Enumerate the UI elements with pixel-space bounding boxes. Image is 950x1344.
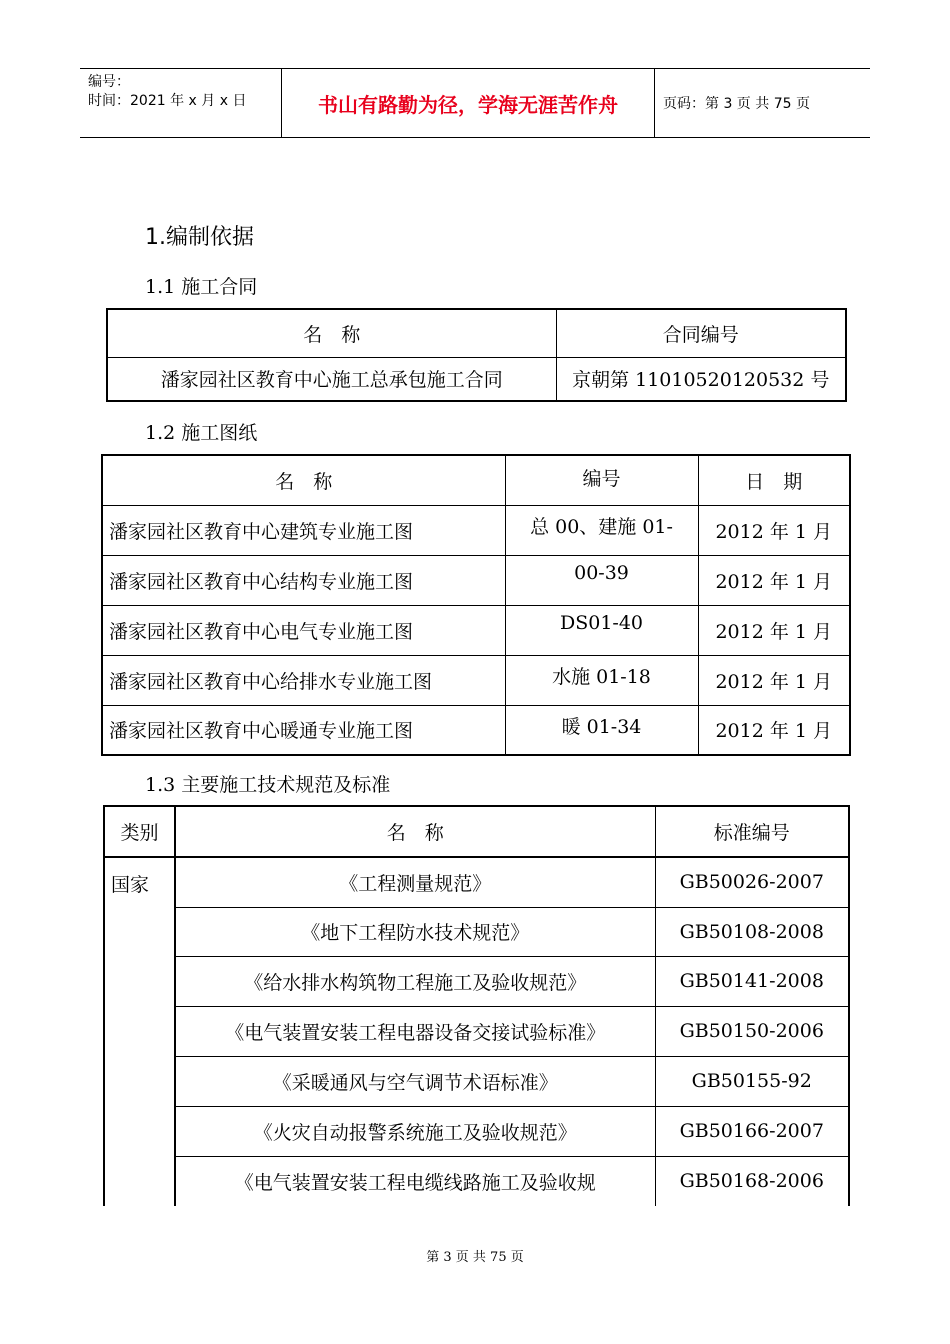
cell-number: 水施 01-18: [505, 655, 698, 705]
cell-name: 《电气装置安装工程电器设备交接试验标准》: [175, 1006, 655, 1056]
header-time-label: 时间：2021 年 x 月 x 日: [88, 93, 247, 109]
cell-name: 潘家园社区教育中心施工总承包施工合同: [107, 357, 556, 401]
cell-name: 潘家园社区教育中心给排水专业施工图: [102, 655, 505, 705]
col-header-number: 标准编号: [655, 806, 849, 857]
cell-name: 《火灾自动报警系统施工及验收规范》: [175, 1106, 655, 1156]
cell-category: 国家: [104, 857, 175, 1206]
cell-number: 00-39: [505, 555, 698, 605]
cell-name: 《电气装置安装工程电缆线路施工及验收规: [175, 1156, 655, 1206]
cell-date: 2012 年 1 月: [698, 655, 850, 705]
col-header-name: 名 称: [107, 309, 556, 357]
table-row: [102, 655, 850, 705]
cell-number: GB50168-2006: [655, 1156, 849, 1206]
cell-name: 潘家园社区教育中心建筑专业施工图: [102, 505, 505, 555]
header-page-info: 页码：第 3 页 共 75 页: [663, 96, 810, 112]
table-header-row: [104, 806, 849, 857]
table-row: [104, 1156, 849, 1206]
standards-table: [103, 805, 850, 1206]
drawings-table: [101, 454, 851, 756]
section-title: 1.编制依据: [145, 225, 254, 250]
cell-name: 《给水排水构筑物工程施工及验收规范》: [175, 956, 655, 1006]
header-divider: [654, 69, 655, 137]
cell-number: 总 00、建施 01-: [505, 505, 698, 555]
table-row: [104, 907, 849, 956]
standards-heading: 1.3 主要施工技术规范及标准: [145, 774, 391, 796]
table-row: [102, 555, 850, 605]
cell-number: GB50155-92: [655, 1056, 849, 1106]
col-header-name: 名 称: [175, 806, 655, 857]
cell-name: 潘家园社区教育中心暖通专业施工图: [102, 705, 505, 755]
cell-date: 2012 年 1 月: [698, 555, 850, 605]
page-footer: 第 3 页 共 75 页: [426, 1250, 524, 1265]
table-row: [107, 357, 846, 401]
cell-name: 潘家园社区教育中心结构专业施工图: [102, 555, 505, 605]
contract-table: [106, 308, 847, 402]
header-motto: 书山有路勤为径，学海无涯苦作舟: [318, 92, 618, 117]
page-header: [80, 68, 870, 138]
cell-number: DS01-40: [505, 605, 698, 655]
drawings-heading: 1.2 施工图纸: [145, 422, 258, 444]
cell-number: 京朝第 11010520120532 号: [556, 357, 846, 401]
col-header-category: 类别: [104, 806, 175, 857]
table-row: [104, 1056, 849, 1106]
table-header-row: [107, 309, 846, 357]
table-row: [102, 605, 850, 655]
col-header-name: 名 称: [102, 455, 505, 505]
cell-name: 《采暖通风与空气调节术语标准》: [175, 1056, 655, 1106]
cell-name: 《地下工程防水技术规范》: [175, 907, 655, 956]
cell-number: GB50026-2007: [655, 857, 849, 907]
table-header-row: [102, 455, 850, 505]
table-row: [104, 956, 849, 1006]
cell-number: GB50150-2006: [655, 1006, 849, 1056]
header-meta: [88, 73, 283, 111]
col-header-number: 合同编号: [556, 309, 846, 357]
cell-number: GB50108-2008: [655, 907, 849, 956]
contract-heading: 1.1 施工合同: [145, 276, 258, 298]
cell-number: GB50166-2007: [655, 1106, 849, 1156]
table-row: [102, 505, 850, 555]
table-row: [104, 1006, 849, 1056]
cell-date: 2012 年 1 月: [698, 505, 850, 555]
header-number-label: 编号：: [88, 74, 130, 90]
table-row: [104, 857, 849, 907]
col-header-date: 日 期: [698, 455, 850, 505]
cell-date: 2012 年 1 月: [698, 705, 850, 755]
cell-number: 暖 01-34: [505, 705, 698, 755]
cell-name: 《工程测量规范》: [175, 857, 655, 907]
cell-name: 潘家园社区教育中心电气专业施工图: [102, 605, 505, 655]
table-row: [102, 705, 850, 755]
cell-number: GB50141-2008: [655, 956, 849, 1006]
table-row: [104, 1106, 849, 1156]
col-header-number: 编号: [505, 455, 698, 505]
cell-date: 2012 年 1 月: [698, 605, 850, 655]
